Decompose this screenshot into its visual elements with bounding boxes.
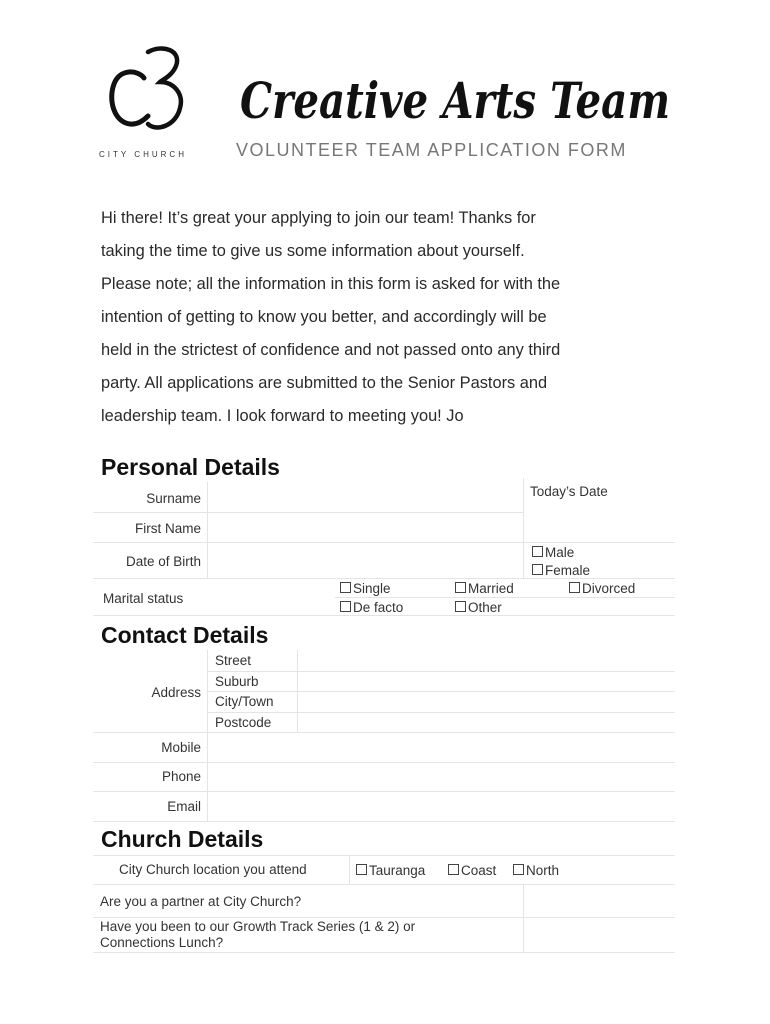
divider — [93, 762, 675, 763]
growth-track-answer-field[interactable] — [524, 918, 675, 952]
mobile-field[interactable] — [208, 733, 675, 762]
phone-field[interactable] — [208, 762, 675, 791]
single-option[interactable] — [340, 581, 391, 596]
growth-track-line: Have you been to our Growth Track Series (1 & 2) or — [100, 919, 416, 934]
location-label: City Church location you attend — [119, 862, 307, 877]
tauranga-label: Tauranga — [369, 863, 426, 878]
form-subtitle: VOLUNTEER TEAM APPLICATION FORM — [236, 140, 627, 160]
street-label: Street — [215, 653, 252, 668]
divider — [207, 482, 208, 578]
checkbox-icon — [356, 864, 367, 875]
suburb-field[interactable] — [298, 671, 675, 691]
contact-details-heading: Contact Details — [101, 622, 269, 648]
divider — [93, 512, 523, 513]
checkbox-icon — [340, 601, 351, 612]
divider — [349, 855, 350, 884]
street-field[interactable] — [298, 651, 675, 671]
female-option[interactable] — [532, 563, 590, 578]
divider — [93, 542, 675, 543]
dob-label: Date of Birth — [125, 554, 201, 569]
coast-option[interactable] — [448, 863, 496, 878]
email-label: Email — [167, 799, 201, 814]
c3-logo — [104, 40, 194, 140]
divider — [208, 712, 675, 713]
divider — [523, 884, 524, 952]
partner-question: Are you a partner at City Church? — [100, 894, 302, 909]
male-label: Male — [545, 545, 575, 560]
intro-line: leadership team. I look forward to meeting you! Jo — [101, 407, 464, 425]
checkbox-icon — [455, 601, 466, 612]
first-name-field[interactable] — [208, 513, 523, 543]
divider — [93, 855, 675, 856]
intro-paragraph — [101, 202, 681, 433]
divider — [93, 952, 675, 953]
married-option[interactable] — [455, 581, 514, 596]
logo-subtitle: CITY CHURCH — [99, 150, 187, 159]
divider — [93, 821, 675, 822]
surname-field[interactable] — [208, 483, 523, 513]
checkbox-icon — [532, 546, 543, 557]
growth-track-line: Connections Lunch? — [100, 935, 224, 950]
tauranga-option[interactable] — [356, 863, 425, 878]
divider — [208, 671, 675, 672]
divider — [523, 478, 524, 578]
dob-field[interactable] — [208, 543, 523, 578]
checkbox-icon — [340, 582, 351, 593]
email-field[interactable] — [208, 791, 675, 821]
male-option[interactable] — [532, 545, 574, 560]
form-title — [240, 58, 680, 138]
coast-label: Coast — [461, 863, 497, 878]
other-label: Other — [468, 600, 502, 615]
divider — [297, 650, 298, 732]
checkbox-icon — [532, 564, 543, 575]
todays-date-field[interactable] — [524, 500, 675, 542]
divider — [93, 732, 675, 733]
intro-line: party. All applications are submitted to the Senior Pastors and — [101, 374, 548, 392]
divider — [93, 578, 675, 579]
postcode-label: Postcode — [215, 715, 272, 730]
growth-track-question — [100, 919, 415, 951]
other-option[interactable] — [455, 600, 502, 615]
divider — [208, 691, 675, 692]
phone-label: Phone — [161, 769, 201, 784]
divider — [335, 597, 675, 598]
intro-line: Hi there! It’s great your applying to join our team! Thanks for — [101, 209, 536, 227]
checkbox-icon — [513, 864, 524, 875]
defacto-option[interactable] — [340, 600, 403, 615]
city-town-label: City/Town — [215, 694, 274, 709]
first-name-label: First Name — [134, 521, 201, 536]
surname-label: Surname — [146, 491, 201, 506]
female-label: Female — [545, 563, 591, 578]
address-label: Address — [151, 685, 201, 700]
svg-text:Creative Arts Team: Creative Arts Team — [240, 71, 670, 130]
intro-line: taking the time to give us some information about yourself. — [101, 242, 525, 260]
divider — [93, 917, 675, 918]
intro-line: intention of getting to know you better, and accordingly will be — [101, 308, 547, 326]
divider — [93, 884, 675, 885]
divorced-option[interactable] — [569, 581, 635, 596]
church-details-heading: Church Details — [101, 826, 264, 852]
checkbox-icon — [569, 582, 580, 593]
marital-status-label: Marital status — [103, 591, 184, 606]
mobile-label: Mobile — [161, 740, 201, 755]
intro-line: Please note; all the information in this form is asked for with the — [101, 275, 561, 293]
defacto-label: De facto — [353, 600, 404, 615]
suburb-label: Suburb — [215, 674, 259, 689]
postcode-field[interactable] — [298, 712, 675, 732]
checkbox-icon — [455, 582, 466, 593]
divider — [207, 650, 208, 821]
divider — [93, 791, 675, 792]
intro-line: held in the strictest of confidence and not passed onto any third — [101, 341, 561, 359]
partner-answer-field[interactable] — [524, 885, 675, 917]
todays-date-label: Today’s Date — [530, 484, 608, 499]
north-option[interactable] — [513, 863, 559, 878]
divider — [93, 615, 675, 616]
personal-details-heading: Personal Details — [101, 454, 280, 480]
married-label: Married — [468, 581, 514, 596]
single-label: Single — [353, 581, 391, 596]
divorced-label: Divorced — [582, 581, 636, 596]
north-label: North — [526, 863, 560, 878]
checkbox-icon — [448, 864, 459, 875]
city-town-field[interactable] — [298, 691, 675, 712]
